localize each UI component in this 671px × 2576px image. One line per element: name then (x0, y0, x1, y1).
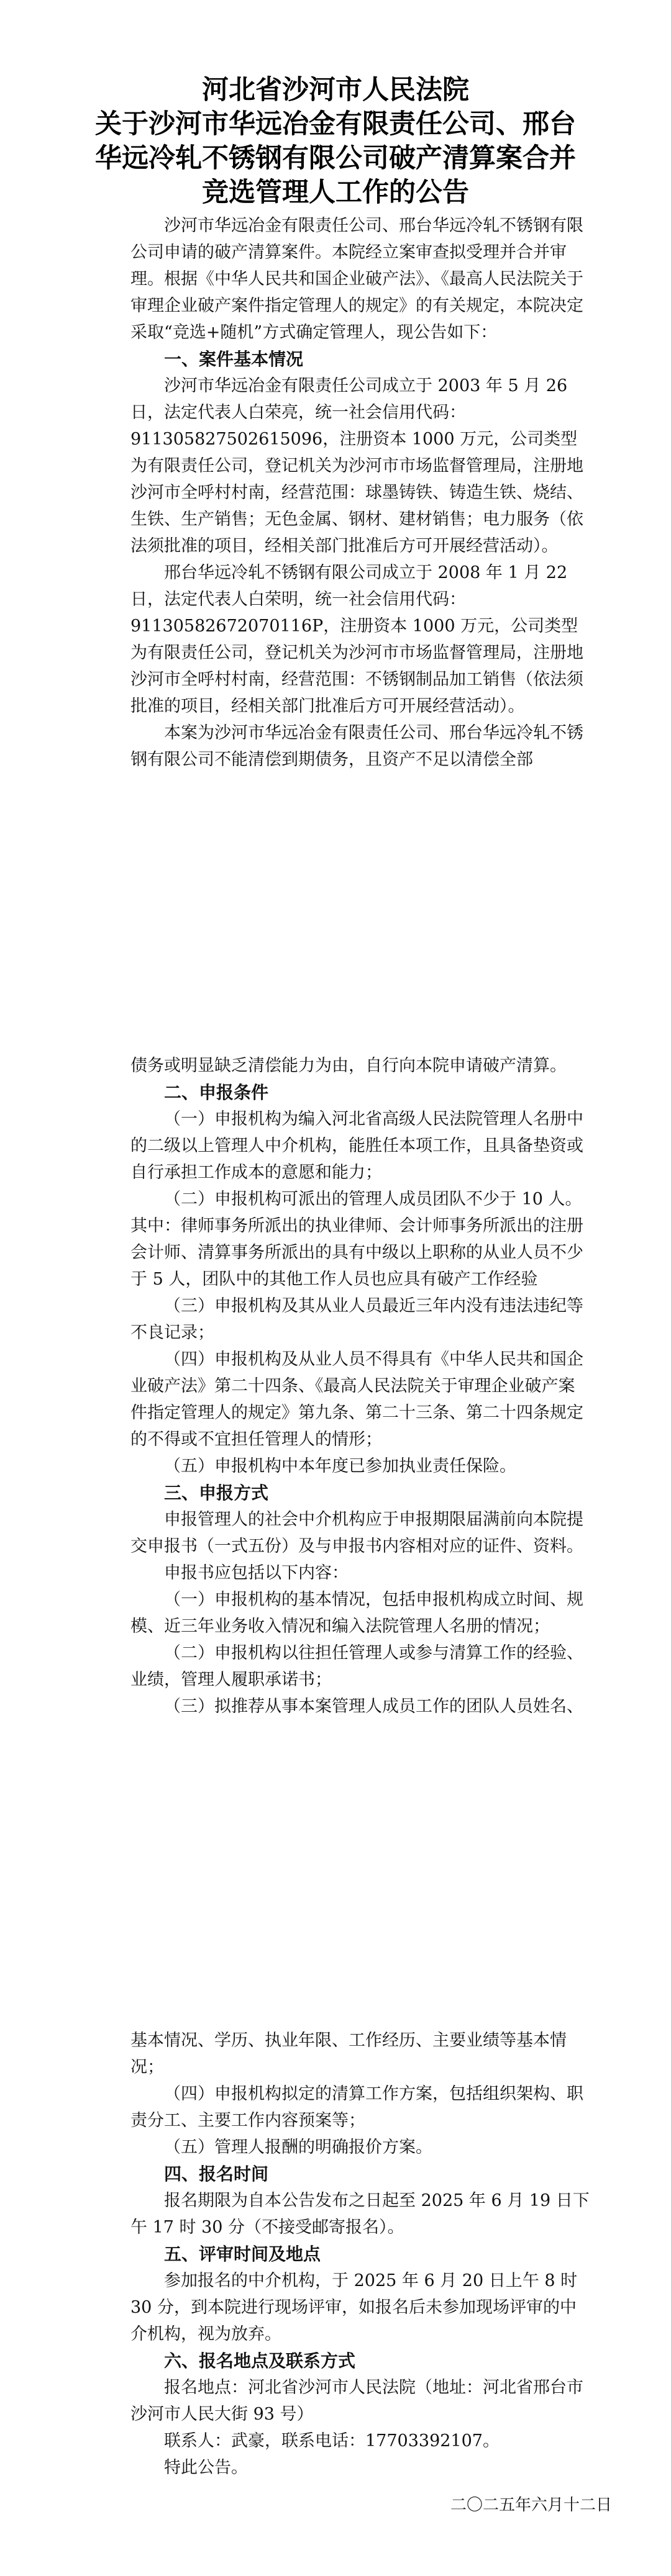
notice-title (93, 73, 578, 210)
notice-subject: 关于沙河市华远冶金有限责任公司、邢台华远冷轧不锈钢有限公司破产清算案合并竞选管理人工作的公告 (95, 109, 576, 208)
registration-period: 报名期限为自本公告发布之日起至 2025 年 6 月 19 日下午 17 时 30 分（不接受邮寄报名）。 (130, 2191, 590, 2237)
submission-item-continued: 基本情况、学历、执业年限、工作经历、主要业绩等基本情况； (130, 2031, 567, 2077)
condition-item: （二）申报机构可派出的管理人成员团队不少于 10 人。其中：律师事务所派出的执业律师、会计师事务所派出的注册会计师、清算事务所派出的具有中级以上职称的从业人员不少于 5 人，团队中的其他工作人员也应具有破产工作经验 (130, 1190, 583, 1289)
closing-line: 特此公告。 (164, 2458, 248, 2477)
section-1-heading: 一、案件基本情况 (164, 349, 304, 369)
section-4-heading: 四、报名时间 (164, 2164, 269, 2184)
body-part-1 (130, 212, 590, 773)
submission-item: （五）管理人报酬的明确报价方案。 (164, 2138, 432, 2157)
body-part-3 (130, 2027, 590, 2481)
submission-item: （二）申报机构以往担任管理人或参与清算工作的经验、业绩，管理人履职承诺书； (130, 1643, 583, 1689)
section-2-heading: 二、申报条件 (164, 1082, 269, 1103)
case-company-2: 邢台华远冷轧不锈钢有限公司成立于 2008 年 1 月 22 日，法定代表人白荣明，统一社会信用代码：91130582672070116P，注册资本 1000 万元，公司类型为有限责任公司，登记机关为沙河市市场监督管理局，注册地沙河市全呼村村南，经营范围：不锈钢制品加工销售（依法须批准的项目，经相关部门批准后方可开展经营活动）。 (130, 563, 583, 716)
case-company-1: 沙河市华远冶金有限责任公司成立于 2003 年 5 月 26 日，法定代表人白荣亮，统一社会信用代码：911305827502615096，注册资本 1000 万元，公司类型为有限责任公司，登记机关为沙河市市场监督管理局，注册地沙河市全呼村村南，经营范围：球墨铸铁、铸造生铁、烧结、生铁、生产销售；无色金属、钢材、建材销售；电力服务（依法须批准的项目，经相关部门批准后方可开展经营活动）。 (130, 376, 583, 556)
section-5-heading: 五、评审时间及地点 (164, 2244, 321, 2264)
notice-date: 二〇二五年六月十二日 (450, 2496, 612, 2515)
submission-item: （一）申报机构的基本情况，包括申报机构成立时间、规模、近三年业务收入情况和编入法院管理人名册的情况； (130, 1590, 583, 1636)
court-name: 河北省沙河市人民法院 (202, 75, 469, 106)
submission-contents-intro: 申报书应包括以下内容： (164, 1563, 349, 1583)
intro-paragraph: 沙河市华远冶金有限责任公司、邢台华远冷轧不锈钢有限公司申请的破产清算案件。本院经立案审查拟受理并合并审理。根据《中华人民共和国企业破产法》、《最高人民法院关于审理企业破产案件指定管理人的规定》的有关规定，本院决定采取“竞选+随机”方式确定管理人，现公告如下： (130, 216, 583, 342)
body-part-2 (130, 1052, 590, 1720)
case-summary-part-2: 债务或明显缺乏清偿能力为由，自行向本院申请破产清算。 (130, 1056, 567, 1075)
condition-item: （五）申报机构中本年度已参加执业责任保险。 (164, 1457, 516, 1476)
submission-item: （四）申报机构拟定的清算工作方案，包括组织架构、职责分工、主要工作内容预案等； (130, 2084, 583, 2130)
registration-address: 报名地点：河北省沙河市人民法院（地址：河北省邢台市沙河市人民大街 93 号） (130, 2378, 583, 2424)
contact-info: 联系人：武豪，联系电话：17703392107。 (164, 2431, 500, 2451)
condition-item: （一）申报机构为编入河北省高级人民法院管理人名册中的二级以上管理人中介机构，能胜任本项工作，且具备垫资或自行承担工作成本的意愿和能力； (130, 1109, 583, 1182)
case-summary-part-1: 本案为沙河市华远冶金有限责任公司、邢台华远冷轧不锈钢有限公司不能清偿到期债务，且资产不足以清偿全部 (130, 723, 583, 769)
submission-item: （三）拟推荐从事本案管理人成员工作的团队人员姓名、 (164, 1697, 583, 1716)
section-6-heading: 六、报名地点及联系方式 (164, 2351, 356, 2371)
condition-item: （三）申报机构及其从业人员最近三年内没有违法违纪等不良记录； (130, 1296, 583, 1342)
condition-item: （四）申报机构及从业人员不得具有《中华人民共和国企业破产法》第二十四条、《最高人民法院关于审理企业破产案件指定管理人的规定》第九条、第二十三条、第二十四条规定的不得或不宜担任管理人的情形； (130, 1350, 583, 1449)
section-3-heading: 三、申报方式 (164, 1483, 269, 1503)
submission-paragraph: 申报管理人的社会中介机构应于申报期限届满前向本院提交申报书（一式五份）及与申报书内容相对应的证件、资料。 (130, 1510, 583, 1556)
review-time-place: 参加报名的中介机构，于 2025 年 6 月 20 日上午 8 时 30 分，到本院进行现场评审，如报名后未参加现场评审的中介机构，视为放弃。 (130, 2271, 578, 2344)
